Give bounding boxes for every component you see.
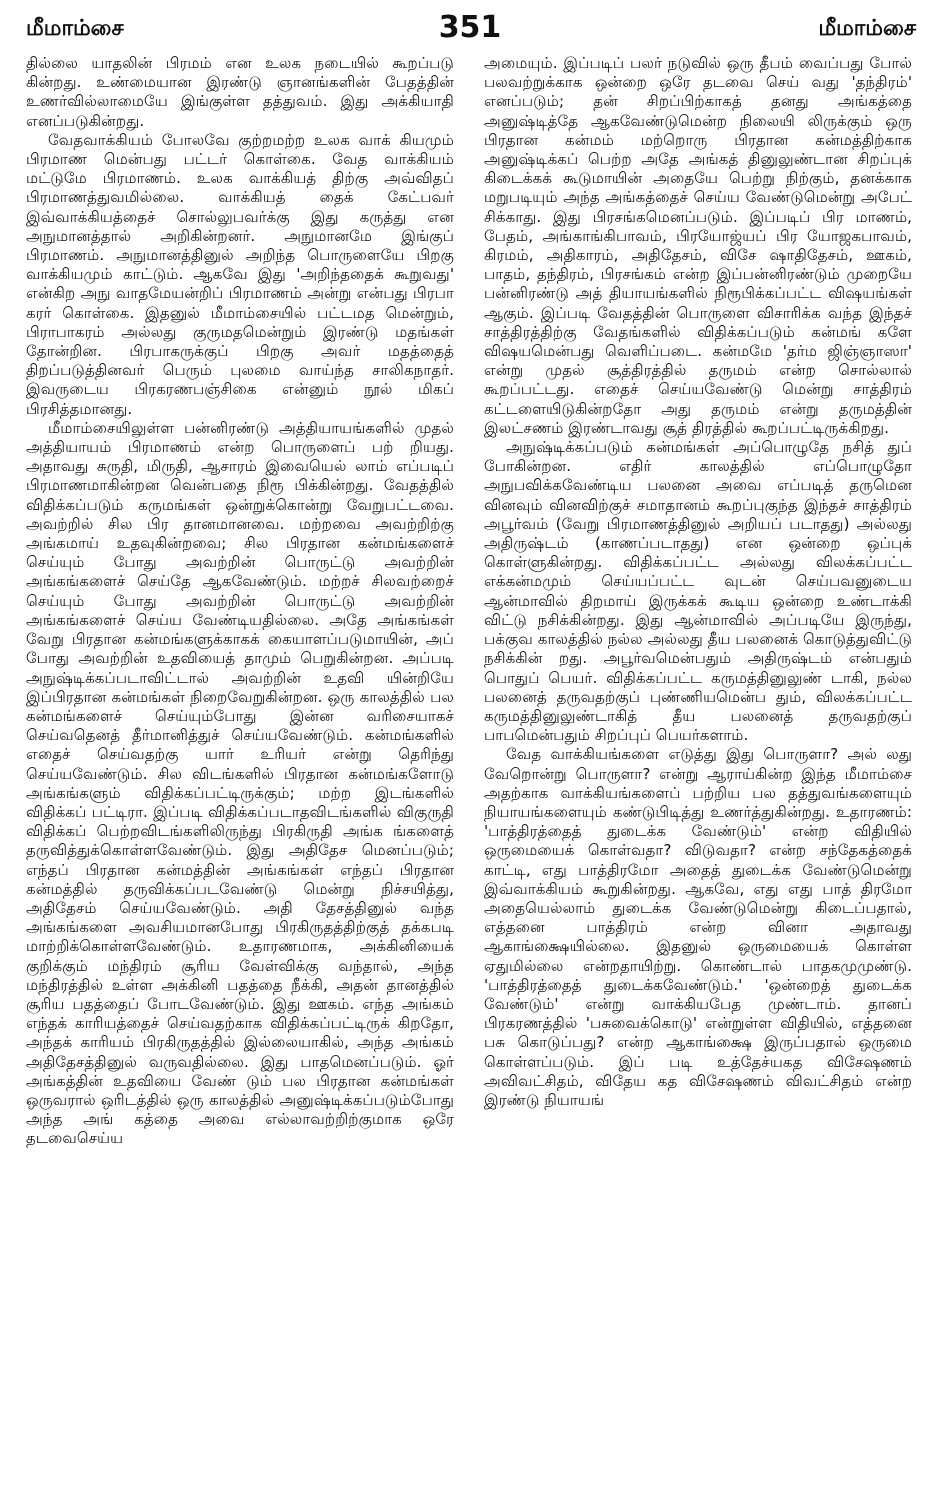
right-column — [484, 54, 912, 1484]
page-number: 351 — [438, 10, 502, 45]
paragraph: வேத வாக்கியங்களை எடுத்து இது பொருளா? அல் லது வேறொன்று பொருளா? என்று ஆராய்கின்ற இந்த மீமாம்சை அதற்காக வாக்கியங்களைப் பற்றிய பல தத்துவங்களையும் நியாயங்களையும் கண்டுபிடித்து உணர்த்துகின்றது. உதாரணம்: 'பாத்திரத்தைத் துடைக்க வேண்டும்' என்ற விதியில் ஒருமையைக் கொள்வதா? விடுவதா? என்ற சந்தேகத்தைக் காட்டி, எது பாத்திரமோ அதைத் துடைக்க வேண்டுமென்று இவ்வாக்கியம் கூறுகின்றது. ஆகவே, எது எது பாத் திரமோ அதையெல்லாம் துடைக்க வேண்டுமென்று கிடைப்பதால், எத்தனை பாத்திரம் என்ற வினா அதாவது ஆகாங்க்ஷையில்லை. இதனுல் ஒருமையைக் கொள்ள ஏதுமில்லை என்றதாயிற்று. கொண்டால் பாதகமுமுண்டு. 'பாத்திரத்தைத் துடைக்கவேண்டும்.' 'ஒன்றைத் துடைக்க வேண்டும்' என்று வாக்கியபேத முண்டாம். தானப் பிரகரணத்தில் 'பசுவைக்கொடு' என்றுள்ள விதியில், எத்தனை பசு கொடுப்பது? என்ற ஆகாங்க்ஷை இருப்பதால் ஒருமை கொள்ளப்படும். இப் படி உத்தேச்யகத விசேஷணம் அவிவட்சிதம், விதேய கத விசேஷணம் விவட்சிதம் என்ற இரண்டு நியாயங் — [484, 745, 912, 1109]
paragraph: வேதவாக்கியம் போலவே குற்றமற்ற உலக வாக் கியமும் பிரமாண மென்பது பட்டர் கொள்கை. வேத வாக்கியம் மட்டுமே பிரமாணம். உலக வாக்கியத் திற்கு அவ்விதப் பிரமாணத்துவமில்லை. வாக்கியத் தைக் கேட்பவர் இவ்வாக்கியத்தைச் சொல்லுபவர்க்கு இது கருத்து என அநுமானத்தால் அறிகின்றனர். அநுமானமே இங்குப் பிரமாணம். அநுமானத்தினுல் அறிந்த பொருளையே பிறகு வாக்கியமும் காட்டும். ஆகவே இது 'அறிந்ததைக் கூறுவது' என்கிற அநு வாதமேயன்றிப் பிரமாணம் அன்று என்பது பிரபா கரர் கொள்கை. இதனுல் மீமாம்சையில் பட்டமத மென்றும், பிராபாகரம் அல்லது குருமதமென்றும் இரண்டு மதங்கள் தோன்றின. பிரபாகருக்குப் பிறகு அவர் மதத்தைத் திறப்படுத்தினவர் பெரும் புலமை வாய்ந்த சாலிகநாதர். இவருடைய பிரகரணபஞ்சிகை என்னும் நூல் மிகப் பிரசித்தமானது. — [26, 130, 454, 418]
paragraph: அநுஷ்டிக்கப்படும் கன்மங்கள் அப்பொழுதே நசித் துப் போகின்றன. எதிர் காலத்தில் எப்பொழுதோ அநுபவிக்கவேண்டிய பலனை அவை எப்படித் தருமென வினவும் வினவிற்குச் சமாதானம் கூறப்புகுந்த இந்தச் சாத்திரம் அபூர்வம் (வேறு பிரமாணத்தினுல் அறியப் படாதது) அல்லது அதிருஷ்டம் (காணப்படாதது) என ஒன்றை ஒப்புக் கொள்ளுகின்றது. விதிக்கப்பட்ட அல்லது விலக்கப்பட்ட எக்கன்மமும் செய்யப்பட்ட வுடன் செய்பவனுடைய ஆன்மாவில் திறமாய் இருக்கக் கூடிய ஒன்றை உண்டாக்கி விட்டு நசிக்கின்றது. இது ஆன்மாவில் அப்படியே இருந்து, பக்குவ காலத்தில் நல்ல அல்லது தீய பலனைக் கொடுத்துவிட்டு நசிக்கின் றது. அபூர்வமென்பதும் அதிருஷ்டம் என்பதும் பொதுப் பெயர். விதிக்கப்பட்ட கருமத்தினுலுண் டாகி, நல்ல பலனைத் தருவதற்குப் புண்ணியமென்ப தும், விலக்கப்பட்ட கருமத்தினுலுண்டாகித் தீய பலனைத் தருவதற்குப் பாபமென்பதும் சிறப்புப் பெயர்களாம். — [484, 438, 912, 745]
running-title-right: மீமாம்சை — [818, 16, 916, 41]
left-column — [26, 54, 454, 1484]
paragraph: அமையும். இப்படிப் பலர் நடுவில் ஒரு தீபம் வைப்பது போல் பலவற்றுக்காக ஒன்றை ஒரே தடவை செய் வது 'தந்திரம்' எனப்படும்; தன் சிறப்பிற்காகத் தனது அங்கத்தை அனுஷ்டித்தே ஆகவேண்டுமென்ற நிலையி லிருக்கும் ஒரு பிரதான கன்மம் மற்றொரு பிரதான கன்மத்திற்காக அனுஷ்டிக்கப் பெற்ற அதே அங்கத் தினுலுண்டான சிறப்புக் கிடைக்கக் கூடுமாயின் அதையே பெற்று நிற்கும், தனக்காக மறுபடியும் அந்த அங்கத்தைச் செய்ய வேண்டுமென்று அபேட் சிக்காது. இது பிரசங்கமெனப்படும். இப்படிப் பிர மாணம், பேதம், அங்காங்கிபாவம், பிரயோஜ்யப் பிர யோஜகபாவம், கிரமம், அதிகாரம், அதிதேசம், விசே ஷாதிதேசம், ஊகம், பாதம், தந்திரம், பிரசங்கம் என்ற இப்பன்னிரண்டும் முறையே பன்னிரண்டு அத் தியாயங்களில் நிரூபிக்கப்பட்ட விஷயங்கள் ஆகும். இப்படி வேதத்தின் பொருளை விசாரிக்க வந்த இந்தச் சாத்திரத்திற்கு வேதங்களில் விதிக்கப்படும் கன்மங் களே விஷயமென்பது வெளிப்படை. கன்மமே 'தர்ம ஜிஞ்ஞாஸா' என்று முதல் சூத்திரத்தில் தருமம் என்ற சொல்லால் கூறப்பட்டது. எதைச் செய்யவேண்டு மென்று சாத்திரம் கட்டளையிடுகின்றதோ அது தருமம் என்று தருமத்தின் இலட்சணம் இரண்டாவது சூத் திரத்தில் கூறப்பட்டிருக்கிறது. — [484, 54, 912, 437]
paragraph: மீமாம்சையிலுள்ள பன்னிரண்டு அத்தியாயங்களில் முதல் அத்தியாயம் பிரமாணம் என்ற பொருளைப் பற் றியது. அதாவது சுருதி, மிருதி, ஆசாரம் இவையெல் லாம் எப்படிப் பிரமாணமாகின்றன வென்பதை நிரூ பிக்கின்றது. வேதத்தில் விதிக்கப்படும் கருமங்கள் ஒன்றுக்கொன்று வேறுபட்டவை. அவற்றில் சில பிர தானமானவை. மற்றவை அவற்றிற்கு அங்கமாய் உதவுகின்றவை; சில பிரதான கன்மங்களைச் செய்யும் போது அவற்றின் பொருட்டு அவற்றின் அங்கங்களைச் செய்தே ஆகவேண்டும். மற்றச் சிலவற்றைச் செய்யும் போது அவற்றின் பொருட்டு அவற்றின் அங்கங்களைச் செய்ய வேண்டியதில்லை. அதே அங்கங்கள் வேறு பிரதான கன்மங்களுக்காகக் கையாளப்படுமாயின், அப் போது அவற்றின் உதவியைத் தாமும் பெறுகின்றன. அப்படி அநுஷ்டிக்கப்படாவிட்டால் அவற்றின் உதவி யின்றியே இப்பிரதான கன்மங்கள் நிறைவேறுகின்றன. ஒரு காலத்தில் பல கன்மங்களைச் செய்யும்போது இன்ன வரிசையாகச் செய்வதெனத் தீர்மானித்துச் செய்யவேண்டும். கன்மங்களில் எதைச் செய்வதற்கு யார் உரியர் என்று தெரிந்து செய்யவேண்டும். சில விடங்களில் பிரதான கன்மங்களோடு அங்கங்களும் விதிக்கப்பட்டிருக்கும்; மற்ற இடங்களில் விதிக்கப் பட்டிரா. இப்படி விதிக்கப்படாதவிடங்களில் விகுருதி விதிக்கப் பெற்றவிடங்களிலிருந்து பிரகிருதி அங்க ங்களைத் தருவித்துக்கொள்ளவேண்டும். இது அதிதேச மெனப்படும்; எந்தப் பிரதான கன்மத்தின் அங்கங்கள் எந்தப் பிரதான கன்மத்தில் தருவிக்கப்படவேண்டு மென்று நிச்சயித்து, அதிதேசம் செய்யவேண்டும். அதி தேசத்தினுல் வந்த அங்கங்களை அவசியமானபோது பிரகிருதத்திற்குத் தக்கபடி மாற்றிக்கொள்ளவேண்டும். உதாரணமாக, அக்கினியைக் குறிக்கும் மந்திரம் சூரிய வேள்விக்கு வந்தால், அந்த மந்திரத்தில் உள்ள அக்கினி பதத்தை நீக்கி, அதன் தானத்தில் சூரிய பதத்தைப் போடவேண்டும். இது ஊகம். எந்த அங்கம் எந்தக் காரியத்தைச் செய்வதற்காக விதிக்கப்பட்டிருக் கிறதோ, அந்தக் காரியம் பிரகிருதத்தில் இல்லையாகில், அந்த அங்கம் அதிதேசத்தினுல் வருவதில்லை. இது பாதமெனப்படும். ஓர் அங்கத்தின் உதவியை வேண் டும் பல பிரதான கன்மங்கள் ஒருவரால் ஒரிடத்தில் ஒரு காலத்தில் அனுஷ்டிக்கப்படும்போது அந்த அங் கத்தை அவை எல்லாவற்றிற்குமாக ஒரே தடவைசெய்ய — [26, 418, 454, 1148]
running-title-left: மீமாம்சை — [26, 16, 124, 41]
paragraph: தில்லை யாதலின் பிரமம் என உலக நடையில் கூறப்படு கின்றது. உண்மையான இரண்டு ஞானங்களின் பேதத்தின் உணர்வில்லாமையே இங்குள்ள தத்துவம். இது அக்கியாதி எனப்படுகின்றது. — [26, 54, 454, 130]
page-header — [0, 0, 940, 52]
